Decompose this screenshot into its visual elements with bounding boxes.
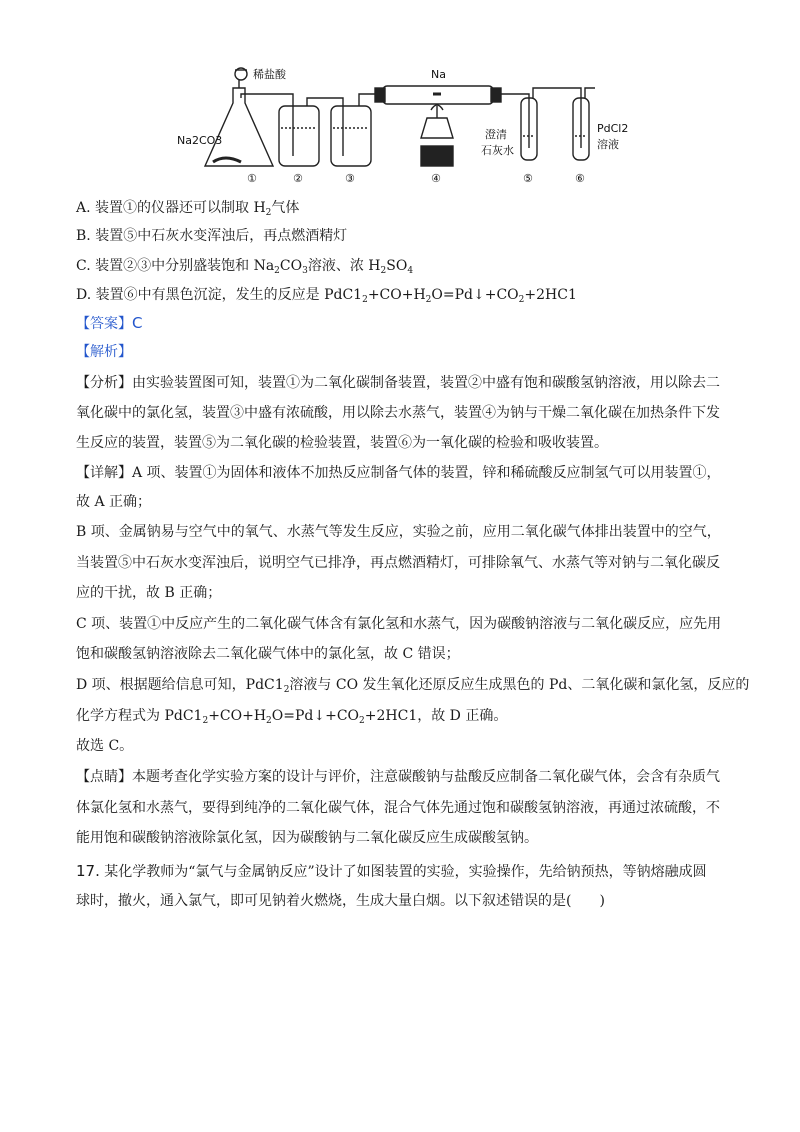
label-na2co3: Na2CO3 [177,134,223,147]
para-line: D 项、根据题给信息可知，$PdC1_2$溶液与 CO 发生氧化还原反应生成黑色的 Pd、二氧化碳和氯化氢，反应的 [76,677,750,695]
label-limewater-2: 石灰水 [481,144,514,157]
label-n3: ③ [345,172,355,185]
para-line: 氧化碳中的氯化氢，装置③中盛有浓硫酸，用以除去水蒸气，装置④为钠与干燥二氧化碳在加热条件下发 [76,405,720,421]
label-n4: ④ [431,172,441,185]
label-hcl: 稀盐酸 [253,68,286,81]
para-line: C 项、装置①中反应产生的二氧化碳气体含有氯化氢和水蒸气，因为碳酸钠溶液与二氧化碳反应，应先用 [76,616,722,632]
answer-tag: 【答案】 [76,316,132,332]
para-line: 故选 C。 [76,738,134,754]
option-a: A. 装置①的仪器还可以制取 $H_2$气体 [76,200,300,218]
label-n5: ⑤ [523,172,533,185]
option-d: D. 装置⑥中有黑色沉淀，发生的反应是 $PdC1_2+CO+H_2O=Pd↓+CO_2+2HC1$ [76,287,577,305]
label-limewater-1: 澄清 [485,128,507,141]
question-number: 17. [76,862,100,880]
para-line: 能用饱和碳酸钠溶液除氯化氢，因为碳酸钠与二氧化碳反应生成碳酸氢钠。 [76,830,538,846]
answer-line [76,312,736,335]
option-c: C. 装置②③中分别盛装饱和 $Na_2CO_3$溶液、浓 $H_2SO_4$ [76,258,414,276]
label-pdcl2-2: 溶液 [597,138,619,151]
apparatus-diagram [165,58,635,186]
question-17-line-2: 球时，撤火，通入氯气，即可见钠着火燃烧，生成大量白烟。以下叙述错误的是( ) [76,893,605,909]
para-line: 应的干扰，故 B 正确； [76,585,222,601]
label-n1: ① [247,172,257,185]
label-n2: ② [293,172,303,185]
para-line: 故 A 正确； [76,494,152,510]
para-line: 饱和碳酸氢钠溶液除去二氧化碳气体中的氯化氢，故 C 错误； [76,646,460,662]
para-line: 化学方程式为 $PdC1_2+CO+H_2O=Pd↓+CO_2+2HC1$，故 D 正确。 [76,708,508,726]
label-n6: ⑥ [575,172,585,185]
para-line: 体氯化氢和水蒸气，要得到纯净的二氧化碳气体，混合气体先通过饱和碳酸氢钠溶液，再通过浓硫酸，不 [76,800,720,816]
analysis-tag: 【解析】 [76,344,132,360]
option-b: B. 装置⑤中石灰水变浑浊后，再点燃酒精灯 [76,228,348,244]
para-line: 当装置⑤中石灰水变浑浊后，说明空气已排净，再点燃酒精灯，可排除氧气、水蒸气等对钠与二氧化碳反 [76,555,720,571]
para-line: B 项、金属钠易与空气中的氧气、水蒸气等发生反应，实验之前，应用二氧化碳气体排出装置中的空气， [76,524,721,540]
para-line: 生反应的装置，装置⑤为二氧化碳的检验装置，装置⑥为一氧化碳的检验和吸收装置。 [76,435,608,451]
label-na: Na [431,68,446,81]
label-pdcl2-1: PdCl2 [597,122,629,135]
para-line: 【详解】A 项、装置①为固体和液体不加热反应制备气体的装置，锌和稀硫酸反应制氢气可以用装置①， [76,465,721,481]
answer-value: C [132,314,143,332]
question-17-line-1: 17. 某化学教师为“氯气与金属钠反应”设计了如图装置的实验，实验操作，先给钠预热，等钠熔融成圆 [76,862,707,880]
para-line: 【分析】由实验装置图可知，装置①为二氧化碳制备装置，装置②中盛有饱和碳酸氢钠溶液，用以除去二 [76,375,720,391]
para-line: 【点睛】本题考查化学实验方案的设计与评价，注意碳酸钠与盐酸反应制备二氧化碳气体，会含有杂质气 [76,769,720,785]
